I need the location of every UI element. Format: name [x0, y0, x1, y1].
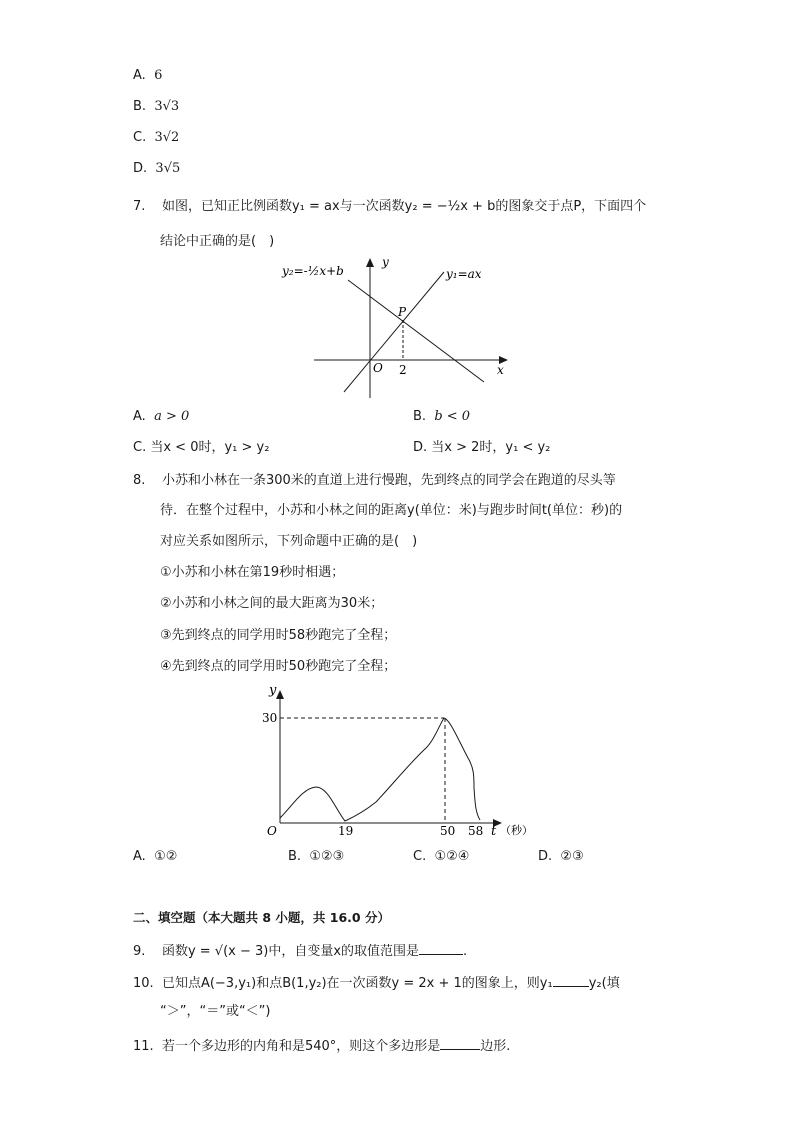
q7-label-2: 2	[399, 363, 407, 377]
q8-label-o: O	[267, 824, 277, 838]
q9-stem: 9. 函数y = √(x − 3)中，自变量x的取值范围是 .	[133, 940, 467, 962]
q8-label-unit: （秒）	[500, 824, 533, 837]
q7-label-o: O	[373, 361, 383, 375]
q10-stem-line1: 10. 已知点A(−3,y₁)和点B(1,y₂)在一次函数y = 2x + 1的图象上，则y₁ y₂(填	[133, 972, 620, 994]
q7-option-b: B. b < 0	[413, 409, 471, 424]
section-heading-fill-blank: 二、填空题（本大题共 8 小题，共 16.0 分）	[133, 910, 390, 925]
q6-option-b: B. 3√3	[133, 99, 180, 114]
q8-tick-50: 50	[440, 824, 456, 838]
q8-stem-line1: 8. 小苏和小林在一条300米的直道上进行慢跑，先到终点的同学会在跑道的尽头等	[133, 473, 616, 488]
q7-label-y: y	[382, 255, 389, 269]
q7-number: 7.	[133, 199, 146, 214]
q8-tick-30: 30	[262, 711, 278, 725]
q8-statement-3: ③先到终点的同学用时58秒跑完了全程；	[160, 628, 397, 643]
q7-y-arrow	[366, 258, 374, 267]
q7-stem-line2: 结论中正确的是( )	[160, 234, 275, 249]
q7-line-y2	[348, 280, 484, 382]
q8-option-d: D. ②③	[538, 849, 584, 864]
q7-option-c: C. 当x < 0时，y₁ > y₂	[133, 440, 270, 455]
q8-number: 8.	[133, 473, 146, 488]
q8-label-t: t	[491, 824, 497, 839]
q7-option-a: A. a > 0	[133, 409, 190, 424]
q8-y-arrow	[276, 690, 284, 699]
q10-stem-line2: “＞”，“＝”或“＜”)	[160, 1004, 271, 1019]
q8-label-y: y	[269, 683, 277, 698]
q7-stem-line1: 7. 如图，已知正比例函数y₁ = ax与一次函数y₂ = −½x + b的图象交于点P，下面四个	[133, 199, 647, 214]
q6-option-a: A. 6	[133, 68, 163, 83]
q7-label-x: x	[497, 363, 504, 377]
q8-statement-4: ④先到终点的同学用时50秒跑完了全程；	[160, 659, 397, 674]
q7-option-d: D. 当x > 2时，y₁ < y₂	[413, 440, 551, 455]
q6-option-d: D. 3√5	[133, 161, 181, 176]
q11-stem: 11. 若一个多边形的内角和是540°，则这个多边形是 边形.	[133, 1035, 510, 1057]
q8-option-b: B. ①②③	[288, 849, 345, 864]
q8-tick-19: 19	[338, 824, 354, 838]
q8-option-a: A. ①②	[133, 849, 178, 864]
q10-number: 10.	[133, 976, 154, 991]
q6-option-c: C. 3√2	[133, 130, 180, 145]
q8-tick-58: 58	[468, 824, 484, 838]
q11-number: 11.	[133, 1039, 154, 1054]
q8-chart	[258, 680, 548, 842]
q8-stem-line2: 待．在整个过程中，小苏和小林之间的距离y(单位：米)与跑步时间t(单位：秒)的	[160, 503, 623, 518]
q8-stem-line3: 对应关系如图所示，下列命题中正确的是( )	[160, 534, 418, 549]
q7-label-y2: y₂=-½x+b	[282, 264, 344, 278]
q8-distance-curve	[280, 718, 480, 821]
q7-label-y1: y₁=ax	[446, 267, 482, 281]
q7-line-y1	[344, 272, 444, 392]
q8-option-c: C. ①②④	[413, 849, 470, 864]
q10-answer-blank[interactable]	[553, 972, 589, 987]
q9-number: 9.	[133, 944, 146, 959]
q9-answer-blank[interactable]	[419, 940, 463, 955]
q8-statement-1: ①小苏和小林在第19秒时相遇；	[160, 565, 345, 580]
q8-statement-2: ②小苏和小林之间的最大距离为30米；	[160, 596, 384, 611]
q7-figure	[278, 252, 518, 402]
q11-answer-blank[interactable]	[440, 1035, 480, 1050]
q7-label-p: P	[398, 305, 407, 319]
